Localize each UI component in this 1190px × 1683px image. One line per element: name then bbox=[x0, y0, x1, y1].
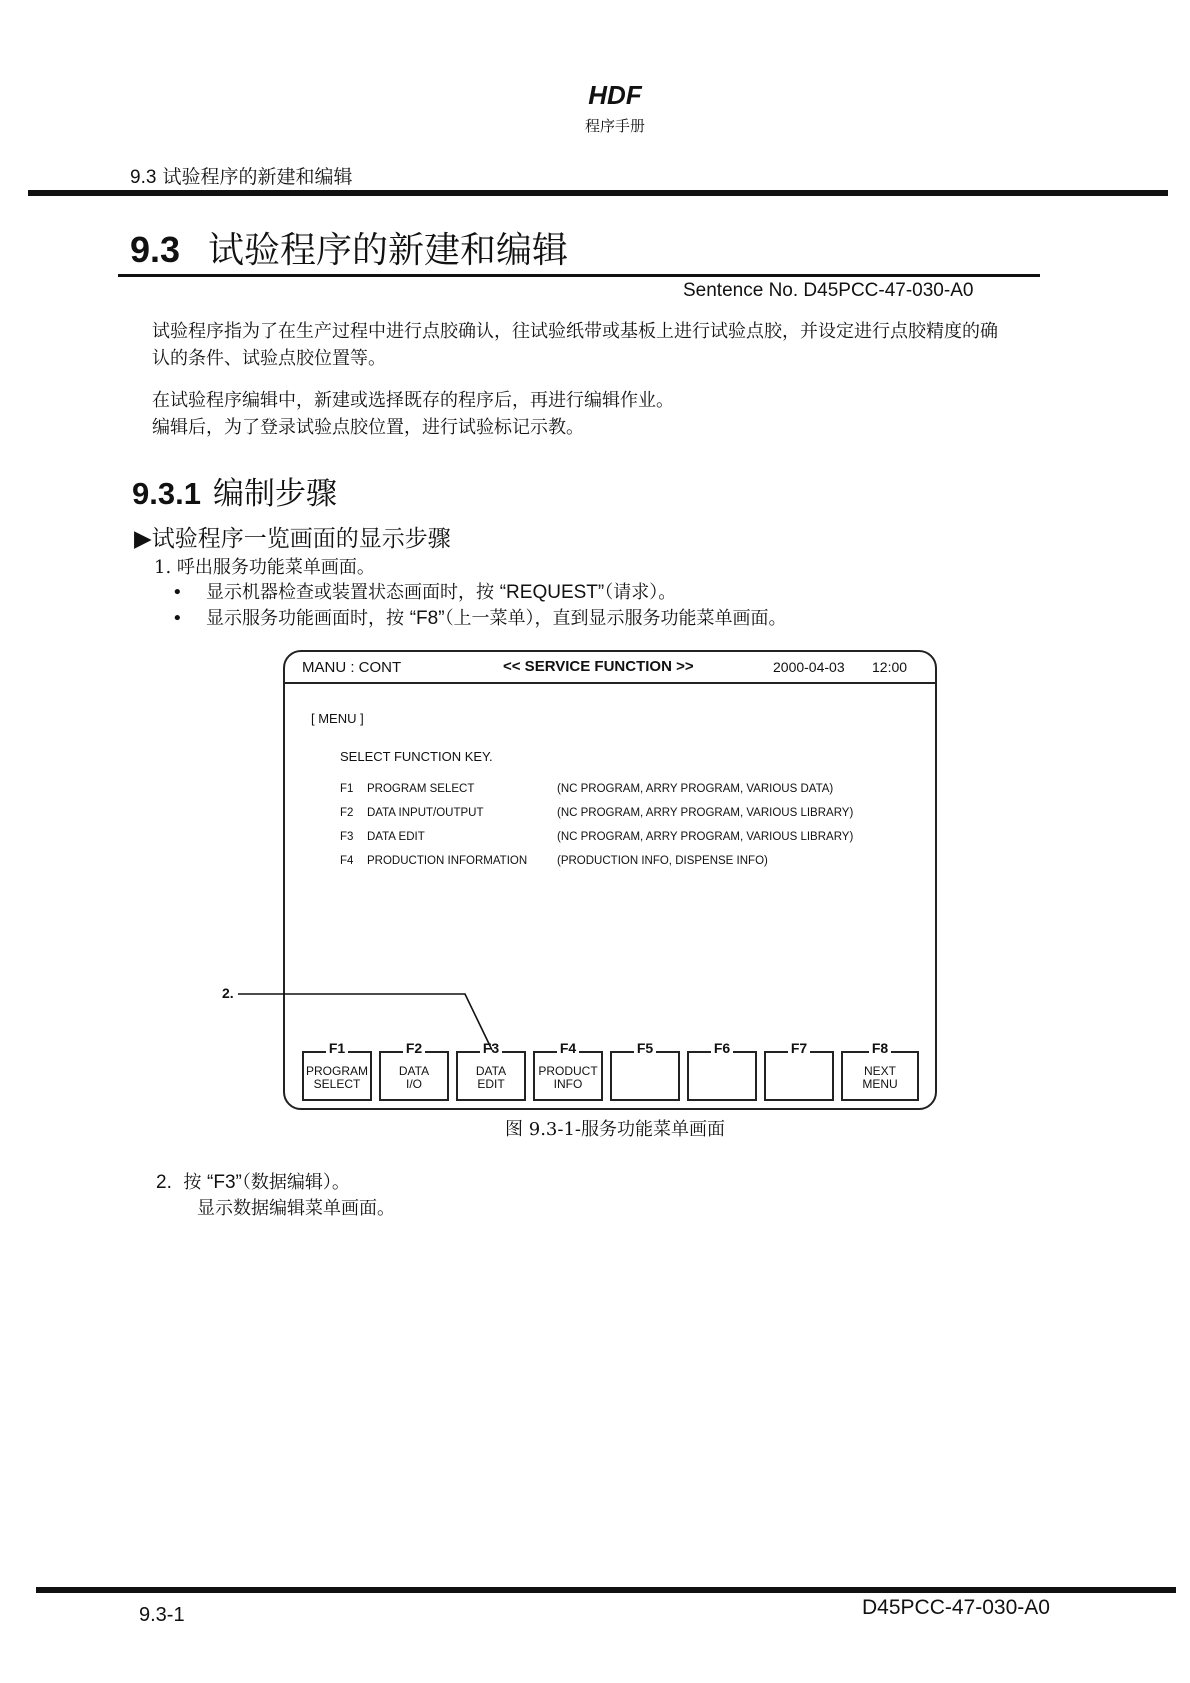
bottom-rule bbox=[36, 1587, 1176, 1593]
function-desc-f2: (NC PROGRAM, ARRY PROGRAM, VARIOUS LIBRARY) bbox=[557, 807, 854, 819]
fkey-f7[interactable] bbox=[764, 1040, 834, 1101]
callout-label: 2. bbox=[222, 985, 234, 1001]
fkey-label-line-1: DATA bbox=[475, 1064, 507, 1078]
screen-mode: MANU : CONT bbox=[302, 659, 402, 676]
step-1-bullet-1 bbox=[172, 578, 676, 604]
fkey-label-line-1: DATA bbox=[398, 1064, 430, 1078]
fkey-f5[interactable] bbox=[610, 1040, 680, 1101]
fkey-label-line-2: INFO bbox=[553, 1077, 583, 1091]
fkey-code: F7 bbox=[788, 1040, 810, 1056]
running-head-number: 9.3 bbox=[130, 167, 157, 188]
manual-subtitle: 程序手册 bbox=[584, 117, 645, 135]
fkey-f8[interactable] bbox=[841, 1040, 919, 1101]
bullet-text: 显示服务功能画面时，按 bbox=[206, 608, 404, 629]
fkey-code: F3 bbox=[480, 1040, 502, 1056]
brand-title: HDF bbox=[588, 80, 642, 110]
bullet-text: 显示机器检查或装置状态画面时，按 bbox=[206, 582, 494, 603]
function-label-f3: DATA EDIT bbox=[367, 831, 425, 843]
subsection-number: 9.3.1 bbox=[132, 476, 201, 511]
screen-prompt: SELECT FUNCTION KEY. bbox=[340, 749, 493, 764]
fkey-code: F5 bbox=[634, 1040, 656, 1056]
screen-header-divider bbox=[283, 682, 937, 684]
function-key-f1: F1 bbox=[340, 783, 354, 795]
fkey-label-line-2: SELECT bbox=[313, 1077, 361, 1091]
bullet-dot: • bbox=[172, 582, 183, 603]
bullet-text: （上一菜单），直到显示服务功能菜单画面。 bbox=[444, 608, 787, 629]
function-key-f3: F3 bbox=[340, 831, 354, 843]
fkey-code: F2 bbox=[403, 1040, 425, 1056]
fkey-f1[interactable] bbox=[302, 1040, 372, 1101]
function-label-f1: PROGRAM SELECT bbox=[367, 783, 475, 795]
figure-caption: 图 9.3-1-服务功能菜单画面 bbox=[505, 1119, 725, 1140]
step-2 bbox=[156, 1168, 350, 1194]
fkey-f3[interactable] bbox=[456, 1040, 526, 1101]
function-desc-f3: (NC PROGRAM, ARRY PROGRAM, VARIOUS LIBRARY) bbox=[557, 831, 854, 843]
page-number: 9.3-1 bbox=[139, 1604, 185, 1626]
fkey-label-line-1: NEXT bbox=[863, 1064, 896, 1078]
step-number: 2. bbox=[156, 1172, 172, 1193]
screen-title: << SERVICE FUNCTION >> bbox=[503, 658, 694, 675]
fkey-code: F8 bbox=[869, 1040, 891, 1056]
screen-menu-tag: [ MENU ] bbox=[311, 711, 364, 726]
procedure-heading: ▶试验程序一览画面的显示步骤 bbox=[134, 526, 451, 552]
function-label-f4: PRODUCTION INFORMATION bbox=[367, 855, 528, 867]
function-label-f2: DATA INPUT/OUTPUT bbox=[367, 807, 484, 819]
fkey-code: F1 bbox=[326, 1040, 348, 1056]
fkey-label-line-1: PRODUCT bbox=[538, 1064, 598, 1078]
step-1: 1. 呼出服务功能菜单画面。 bbox=[154, 557, 375, 578]
function-desc-f4: (PRODUCTION INFO, DISPENSE INFO) bbox=[557, 855, 768, 867]
subsection-title-text: 编制步骤 bbox=[212, 476, 337, 512]
fkey-label-line-1: PROGRAM bbox=[305, 1064, 368, 1078]
running-head-text: 试验程序的新建和编辑 bbox=[162, 166, 353, 188]
step-text: （数据编辑）。 bbox=[241, 1172, 350, 1193]
fkey-code: F4 bbox=[557, 1040, 579, 1056]
screen-time: 12:00 bbox=[872, 659, 908, 675]
intro-paragraph-2-line-2: 编辑后，为了登录试验点胶位置，进行试验标记示教。 bbox=[152, 417, 584, 438]
bullet-dot: • bbox=[172, 608, 183, 629]
bullet-text: （请求）。 bbox=[604, 582, 677, 603]
section-number: 9.3 bbox=[130, 229, 181, 270]
top-rule bbox=[28, 190, 1168, 196]
subsection-title bbox=[132, 468, 337, 513]
intro-paragraph-1-line-2: 认的条件、试验点胶位置等。 bbox=[152, 348, 386, 369]
fkey-f6[interactable] bbox=[687, 1040, 757, 1101]
function-key-f4: F4 bbox=[340, 855, 354, 867]
section-title-text: 试验程序的新建和编辑 bbox=[208, 230, 569, 271]
fkey-label-line-2: I/O bbox=[405, 1077, 422, 1091]
fkey-label-line-2: EDIT bbox=[477, 1077, 505, 1091]
fkey-label-line-2: MENU bbox=[862, 1077, 898, 1091]
key-name: “F8” bbox=[409, 608, 445, 629]
fkey-code: F6 bbox=[711, 1040, 733, 1056]
function-key-f2: F2 bbox=[340, 807, 354, 819]
running-head bbox=[130, 162, 352, 189]
screen-date: 2000-04-03 bbox=[773, 659, 845, 675]
key-name: “F3” bbox=[207, 1172, 242, 1193]
fkey-f4[interactable] bbox=[533, 1040, 603, 1101]
step-text: 按 bbox=[183, 1172, 202, 1193]
section-title bbox=[130, 222, 568, 273]
fkey-f2[interactable] bbox=[379, 1040, 449, 1101]
sentence-number: Sentence No. D45PCC-47-030-A0 bbox=[683, 280, 974, 301]
document-number: D45PCC-47-030-A0 bbox=[862, 1596, 1050, 1619]
step-2-result: 显示数据编辑菜单画面。 bbox=[197, 1198, 395, 1219]
key-name: “REQUEST” bbox=[499, 582, 605, 603]
function-desc-f1: (NC PROGRAM, ARRY PROGRAM, VARIOUS DATA) bbox=[557, 783, 834, 795]
step-1-bullet-2 bbox=[172, 604, 787, 630]
intro-paragraph-1-line-1: 试验程序指为了在生产过程中进行点胶确认，往试验纸带或基板上进行试验点胶，并设定进行点胶精度的确 bbox=[152, 321, 998, 342]
intro-paragraph-2-line-1: 在试验程序编辑中，新建或选择既存的程序后，再进行编辑作业。 bbox=[152, 390, 674, 411]
section-rule bbox=[118, 274, 1040, 277]
